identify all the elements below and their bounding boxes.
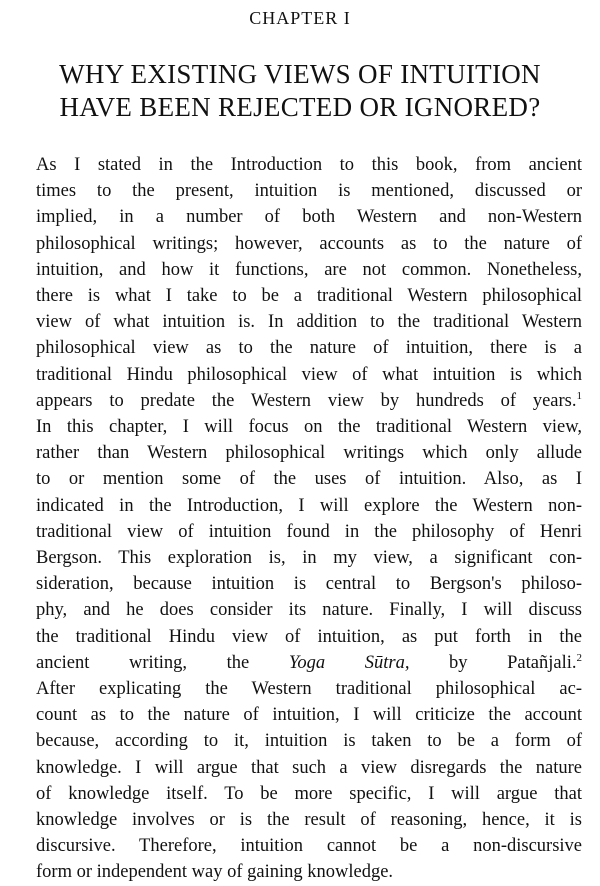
text-line: discursive. Therefore, intuition cannot be a non-discursive [36, 836, 582, 857]
text-line: In this chapter, I will focus on the traditional Western view, [36, 417, 582, 438]
text-line: After explicating the Western traditional philosophical ac- [36, 679, 582, 700]
paragraph [36, 676, 582, 886]
text-line: phy, and he does consider its nature. Finally, I will discuss [36, 600, 582, 621]
chapter-title-line: WHY EXISTING VIEWS OF INTUITION [59, 59, 541, 89]
text-segment: appears to predate the Western view by hundreds of years. [36, 390, 577, 411]
text-line-with-footnote [36, 388, 582, 414]
text-line: philosophical view as to the nature of intuition, there is a [36, 338, 582, 359]
text-line: traditional Hindu philosophical view of what intuition is which [36, 364, 582, 385]
text-line: there is what I take to be a traditional Western philosophical [36, 286, 582, 307]
text-line: count as to the nature of intuition, I will criticize the account [36, 705, 582, 726]
footnote-marker: 1 [576, 389, 582, 402]
text-line: knowledge involves or is the result of reasoning, hence, it is [36, 810, 582, 831]
text-line: of knowledge itself. To be more specific, I will argue that [36, 783, 582, 804]
paragraph [36, 414, 582, 676]
chapter-title-line: HAVE BEEN REJECTED OR IGNORED? [59, 92, 541, 122]
text-line: implied, in a number of both Western and non-Western [36, 207, 582, 228]
text-line: to or mention some of the uses of intuition. Also, as I [36, 469, 582, 490]
chapter-title [0, 58, 600, 124]
paragraph [36, 152, 582, 414]
text-line: knowledge. I will argue that such a view disregards the nature [36, 757, 582, 778]
chapter-body [36, 152, 582, 886]
text-line: form or independent way of gaining knowledge. [36, 862, 394, 883]
text-line: traditional view of intuition found in the philosophy of Henri [36, 521, 582, 542]
chapter-label: CHAPTER I [249, 8, 351, 28]
book-title: Yoga Sūtra, [288, 652, 410, 673]
text-line: Bergson. This exploration is, in my view, a significant con- [36, 548, 582, 569]
text-segment: by Patañjali. [409, 652, 577, 673]
text-line: As I stated in the Introduction to this book, from ancient [36, 155, 582, 175]
text-line: rather than Western philosophical writings which only allude [36, 443, 582, 464]
text-line: times to the present, intuition is mentioned, discussed or [36, 181, 582, 202]
text-line: view of what intuition is. In addition to the traditional Western [36, 312, 582, 333]
text-line: because, according to it, intuition is taken to be a form of [36, 731, 582, 752]
text-segment: ancient writing, the [36, 652, 289, 673]
text-line: sideration, because intuition is central to Bergson's philoso- [36, 574, 582, 595]
text-line: philosophical writings; however, accounts as to the nature of [36, 233, 582, 254]
text-line: the traditional Hindu view of intuition, as put forth in the [36, 626, 582, 647]
text-line: intuition, and how it functions, are not common. Nonetheless, [36, 259, 582, 280]
text-line: indicated in the Introduction, I will explore the Western non- [36, 495, 582, 516]
footnote-marker: 2 [576, 651, 582, 664]
text-line-with-footnote [36, 650, 582, 676]
